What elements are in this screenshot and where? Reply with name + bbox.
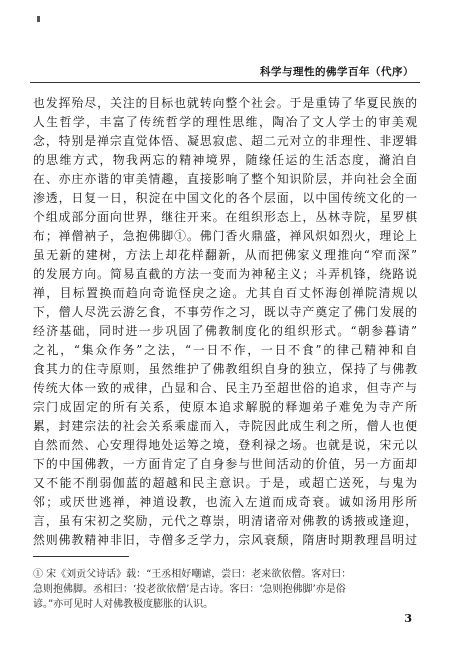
running-header: 科学与理性的佛学百年（代序） — [260, 66, 414, 78]
body-line: 也发挥殆尽，关注的目标也就转向整个社会。于是重铸了华夏民族的 — [33, 96, 417, 110]
body-line: 虽无新的建树，方法上却花样翻新，从而把佛家义理推向“窄而深” — [33, 248, 417, 262]
body-line: 食其力的住寺原则，虽然维护了佛教组织自身的独立，保持了与佛教 — [33, 362, 417, 376]
footnote-rule — [33, 556, 129, 557]
body-line: 念，特别是禅宗直觉体悟、凝思寂虑、超二元对立的非理性、非逻辑 — [33, 134, 417, 148]
body-line: 个组成部分面向世界，继往开来。在组织形态上，丛林寺院，星罗棋 — [33, 210, 417, 224]
body-line: 禅，目标置换而趋向奇诡怪戾之途。尤其自百丈怀海创禅院清规以 — [33, 286, 417, 300]
body-line: 自然而然、心安理得地处运筹之境，登利禄之场。也就是说，宋元以 — [33, 438, 417, 452]
corner-mark — [37, 16, 40, 22]
body-line: 下的中国佛教，一方面肯定了自身参与世间活动的价值，另一方面却 — [33, 457, 417, 471]
body-line: 然则佛教精神非旧，寺僧多乏学力，宗风衰颓，隋唐时期教理昌明过 — [33, 533, 417, 547]
body-line: 经济基础，同时进一步巩固了佛教制度化的组织形式。“朝参暮请” — [33, 324, 417, 338]
body-line: 宗门成固定的所有关系，使原本追求解脱的释迦弟子难免为寺产所 — [33, 400, 417, 414]
footnote-line: ① 宋《刘贡父诗话》载：“王丞相好嘲谑，尝曰：老来欲依僧。客对曰： — [33, 569, 352, 580]
body-line: 渗透，日复一日，积淀在中国文化的各个层面，以中国传统文化的一 — [33, 191, 417, 205]
body-line: 又不能不削弱伽蓝的超越和民主意识。于是，或超亡送死，与鬼为 — [33, 476, 417, 490]
body-line: 传统大体一致的戒律，凸显和合、民主乃至超世俗的追求，但寺产与 — [33, 381, 417, 395]
footnote-line: 谚。”亦可见时人对佛教极度膨胀的认识。 — [33, 599, 214, 610]
footnote-line: 急则抱佛脚。丞相曰：‘投老欲依僧’是古诗。客曰：‘急则抱佛脚’亦是俗 — [33, 584, 346, 595]
body-line: 的发展方向。简易直截的方法一变而为神秘主义；斗弄机锋，绕路说 — [33, 267, 417, 281]
body-line: 累，封建宗法的社会关系乘虚而入，寺院因此成生利之所，僧人也便 — [33, 419, 417, 433]
body-line: 布；禅僧衲子，急抱佛脚①。佛门香火鼎盛，禅风炽如烈火，理论上 — [33, 229, 417, 243]
footnote — [33, 567, 417, 612]
body-line: 之礼，“集众作务”之法，“一日不作，一日不食”的律己精神和自 — [33, 343, 417, 357]
body-line: 言，虽有宋初之奖励，元代之尊崇，明清诸帝对佛教的诱掖或逢迎， — [33, 514, 417, 528]
body-line: 的思维方式，物我两忘的精神境界，随缘任运的生活态度，滫泊自 — [33, 153, 417, 167]
body-line: 下，僧人尽洗云游乞食，不事劳作之习，既以寺产奠定了佛门发展的 — [33, 305, 417, 319]
body-text — [33, 94, 417, 550]
header-rule — [30, 82, 420, 83]
body-line: 在、亦庄亦谐的审美情趣，直接影响了整个知识阶层，并向社会全面 — [33, 172, 417, 186]
page-number: 3 — [404, 612, 412, 625]
body-line: 邻；或厌世逃禅，神道设教，也流入左道而成奇衰。诚如汤用彤所 — [33, 495, 417, 509]
body-line: 人生哲学，丰富了传统哲学的理性思维，陶冶了文人学士的审美观 — [33, 115, 417, 129]
